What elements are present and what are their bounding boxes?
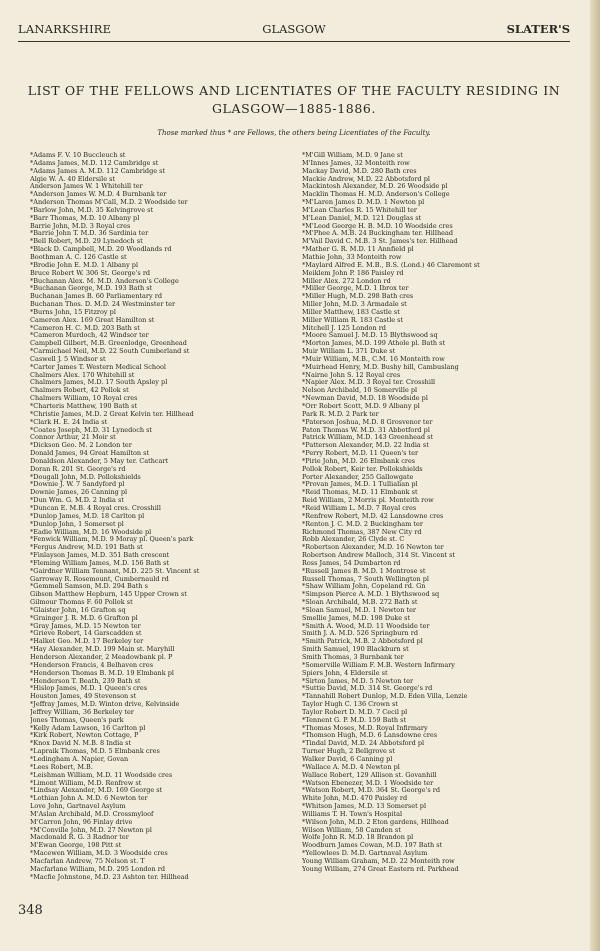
directory-entry: Spiers John, 4 Eldersile st — [302, 668, 388, 677]
directory-entry: *Gray James, M.D. 15 Newton ter — [30, 621, 141, 630]
header-publisher: SLATER'S — [506, 22, 570, 36]
directory-entry: *Ledingham A. Napier, Govan — [30, 754, 129, 763]
directory-entry: *Barlow John, M.D. 35 Kelvingrove st — [30, 205, 154, 214]
directory-entry: Wolfe John R. M.D. 18 Brandon pl — [302, 833, 414, 842]
directory-entry: *Muir William, M.B., C.M. 16 Monteith row — [302, 354, 445, 363]
directory-entry: Buchanan Thos. D. M.D. 24 Westminster ter — [30, 300, 176, 309]
directory-entry: Paton Thomas W. M.D. 31 Abbotford pl — [302, 425, 430, 434]
directory-entry: Nelson Archibald, 10 Somerville pl — [302, 386, 418, 395]
directory-entry: M'Carron John, 96 Finlay drive — [30, 817, 133, 826]
directory-entry: Smellie James, M.D. 198 Duke st — [302, 613, 411, 622]
directory-entry: Miller William R. 183 Castle st — [302, 315, 404, 324]
directory-entry: Downie James, 26 Canning pl — [30, 488, 128, 497]
directory-entry: *Miller George, M.D. 1 Ibrox ter — [302, 284, 409, 293]
directory-entry: Macfarlan Andrew, 75 Nelson st. T — [30, 856, 145, 865]
list-title-line2: GLASGOW—1885-1886. — [211, 101, 377, 116]
directory-entry: *Black D. Campbell, M.D. 20 Woodlands rd — [30, 245, 172, 254]
directory-entry: Macklin Thomas H. M.D. Anderson's College — [302, 190, 450, 199]
directory-entry: *Napier Alex. M.D. 3 Royal ter. Crosshill — [302, 378, 436, 387]
directory-entry: Robb Alexander, 26 Clyde st. C — [302, 535, 405, 544]
directory-entry: *Buchanan Alex. M. M.D. Anderson's College — [30, 276, 179, 285]
directory-entry: Mathie John, 33 Monteith row — [302, 252, 402, 261]
directory-entry: *Tennent G. P. M.D. 159 Bath st — [302, 715, 407, 724]
directory-entry: *Lapraik Thomas, M.D. 5 Elmbank cres — [30, 747, 160, 756]
directory-entry: Donald James, 94 Great Hamilton st — [30, 449, 150, 458]
directory-entry: *Cameron Murdoch, 42 Windsor ter — [30, 331, 149, 340]
directory-entry: *Watson Ebenezer, M.D. 1 Woodside ter — [302, 778, 434, 787]
directory-entry: *Henderson Thomas B. M.D. 19 Elmbank pl — [30, 668, 174, 677]
directory-entry: *Morton James, M.D. 199 Athole pl. Bath st — [302, 339, 446, 348]
directory-entry: *Smith A. Wood, M.D. 11 Woodside ter — [302, 621, 430, 630]
directory-entry: *Henderson T. Beath, 239 Bath st — [30, 676, 141, 685]
directory-entry: *Clark H. E. 24 India st — [30, 417, 108, 426]
page-number: 348 — [18, 903, 43, 918]
directory-entry: *Adams F. V. 10 Buccleuch st — [30, 152, 126, 159]
directory-entry: Bruce Robert W. 306 St. George's rd — [30, 268, 151, 277]
directory-entry: *Suttie David, M.D. 314 St. George's rd — [302, 684, 433, 693]
directory-entry: Campbell Gilbert, M.B. Greenlodge, Greenhead — [30, 339, 187, 348]
right-column — [302, 152, 576, 874]
directory-entry: *Adams James, M.D. 112 Cambridge st — [30, 158, 159, 167]
directory-entry: *Buchanan George, M.D. 193 Bath st — [30, 284, 153, 293]
directory-entry: *Kirk Robert, Newton Cottage, P — [30, 731, 139, 740]
fellows-note: Those marked thus * are Fellows, the others being Licentiates of the Faculty. — [157, 129, 431, 137]
directory-entry: Patrick William, M.D. 143 Greenhead st — [302, 433, 434, 442]
directory-entry: *Thomson Hugh, M.D. 6 Lansdowne cres — [302, 731, 438, 740]
directory-entry: Woodburn James Cowan, M.D. 197 Bath st — [302, 841, 443, 850]
directory-entry: Macdonald R. G. 3 Radnor ter — [30, 833, 129, 842]
directory-entry: *Moore Samuel J. M.D. 15 Blythswood sq — [302, 331, 438, 340]
directory-entry: *Watson Robert, M.D. 364 St. George's rd — [302, 786, 441, 795]
directory-entry: *Miller Hugh, M.D. 298 Bath cres — [302, 292, 414, 301]
directory-entry: Taylor Robert D. M.D. 7 Cecil pl — [302, 707, 408, 716]
directory-entry: Chalmers James, M.D. 17 South Apsley pl — [30, 378, 168, 387]
directory-entry: *M'Leod George H. B. M.D. 10 Woodside cres — [302, 221, 453, 230]
directory-entry: Mackay David, M.D. 280 Bath cres — [302, 166, 417, 175]
directory-entry: *Dougall John, M.D. Pollokshields — [30, 472, 141, 481]
directory-entry: *Somerville William F. M.B. Western Infirmary — [302, 660, 455, 669]
directory-entry: M'Aslan Archibald, M.D. Crossmyloof — [30, 809, 154, 818]
directory-entry: *M'Conville John, M.D. 27 Newton pl — [30, 825, 152, 834]
directory-entry: *Dun Wm. G. M.D. 2 India st — [30, 496, 124, 505]
header-town: GLASGOW — [262, 22, 326, 36]
directory-entry: Donaldson Alexander, 5 May ter. Cathcart — [30, 456, 169, 465]
directory-entry: *M'Laren James D. M.D. 1 Newton pl — [302, 198, 425, 207]
directory-entry: *Anderson Thomas M'Call, M.D. 2 Woodside ter — [30, 198, 188, 207]
directory-entry: *Carmichael Neil, M.D. 22 South Cumberland st — [30, 347, 190, 356]
directory-entry: *Dunlop John, 1 Somerset pl — [30, 519, 124, 528]
directory-entry: Barrie John, M.D. 3 Royal cres — [30, 221, 131, 230]
directory-entry: *Simpson Pierce A. M.D. 1 Blythswood sq — [302, 590, 440, 599]
directory-entry: *Orr Robert Scott, M.D. 9 Albany pl — [302, 402, 420, 410]
directory-entry: *Henderson Francis, 4 Belhaven cres — [30, 660, 154, 669]
directory-entry: *Thomas Moses, M.D. Royal Infirmary — [302, 723, 428, 732]
directory-entry: M'Ewan George, 198 Pitt st — [30, 841, 122, 850]
directory-entry: *Robertson Alexander, M.D. 16 Newton ter — [302, 543, 444, 552]
directory-entry: Muir William L. 371 Duke st — [302, 347, 396, 356]
directory-entry: Wallace Robert, 129 Allison st. Govanhill — [302, 770, 437, 779]
header-rule — [18, 41, 570, 42]
directory-entry: *Coates Joseph, M.D. 31 Lynedoch st — [30, 425, 153, 434]
directory-entry: *Dunlop James, M.D. 18 Carlton pl — [30, 511, 145, 520]
directory-entry: Meiklem John P. 186 Paisley rd — [302, 268, 404, 277]
directory-entry: Chalmers William, 10 Royal cres — [30, 394, 138, 403]
directory-entry: *Barr Thomas, M.D. 10 Albany pl — [30, 213, 140, 222]
directory-entry: *Christie James, M.D. 2 Great Kelvin ter. Hillhead — [30, 409, 194, 418]
directory-entry: *Bell Robert, M.D. 29 Lynedoch st — [30, 237, 143, 246]
directory-entry: White John, M.D. 470 Paisley rd — [302, 794, 408, 803]
directory-entry: M'Innes James, 32 Monteith row — [302, 158, 410, 167]
directory-entry: Reid William, 2 Morris pl. Monteith row — [302, 496, 434, 505]
directory-entry: *Whitson James, M.D. 13 Somerset pl — [302, 802, 427, 811]
directory-entry: *Sloan Archibald, M.B. 272 Bath st — [302, 598, 418, 607]
directory-entry: *Dickson Geo. M. 2 London ter — [30, 441, 132, 450]
directory-entry: Wilson William, 58 Camden st — [302, 825, 401, 834]
directory-entry: M'Vail David C. M.B. 3 St. James's ter. Hillhead — [302, 237, 458, 246]
directory-entry: Cameron Alex. 169 Great Hamilton st — [30, 315, 155, 324]
directory-entry: *Finlayson James, M.D. 351 Bath crescent — [30, 551, 170, 560]
directory-entry: *Glaister John, 16 Grafton sq — [30, 605, 126, 614]
directory-entry: *Wilson John, M.D. 2 Eton gardens, Hillhead — [302, 817, 449, 826]
directory-entry: *Charteris Matthew, 190 Bath st — [30, 402, 138, 410]
directory-entry: *Burns John, 15 Fitzroy pl — [30, 307, 116, 316]
directory-entry: *Sirton James, M.D. 5 Newton ter — [302, 676, 414, 685]
directory-entry: *Limont William, M.D. Renfrew st — [30, 778, 142, 787]
directory-entry: *Fenwick William, M.D. 9 Moray pl. Queen's park — [30, 535, 194, 544]
directory-entry: *Nairne John S. 12 Royal cres — [302, 370, 401, 379]
directory-entry: *Fergus Andrew, M.D. 191 Bath st — [30, 543, 143, 552]
directory-entry: Turner Hugh, 2 Bellgrove st — [302, 747, 395, 756]
directory-entry: Russell Thomas, 7 South Wellington pl — [302, 574, 429, 583]
directory-entry: Mackintosh Alexander, M.D. 26 Woodside pl — [302, 182, 448, 191]
directory-entry: *Adams James A. M.D. 112 Cambridge st — [30, 166, 166, 175]
running-header — [18, 22, 570, 40]
directory-entry: *Reid William L. M.D. 7 Royal cres — [302, 503, 417, 512]
directory-entry: *Gemmell Samson, M.D. 294 Bath s — [30, 582, 148, 591]
directory-entry: M'Lean Charles R. 15 Whitehill ter — [302, 205, 418, 214]
directory-entry: Williams T. H. Town's Hospital — [302, 809, 403, 818]
directory-entry: Love John, Gartnavel Asylum — [30, 802, 126, 811]
directory-entry: Algie W. A. 40 Eldersile st — [30, 174, 116, 183]
directory-entry: Robertson Andrew Malloch, 314 St. Vincent st — [302, 551, 456, 560]
directory-entry: *Downie J. W. 7 Sandyford pl — [30, 480, 125, 489]
directory-entry: Miller John, M.D. 3 Armadale st — [302, 300, 407, 309]
directory-entry: Smith Samuel, 190 Blackburn st — [302, 645, 409, 654]
directory-entry: Anderson James W. 1 Whitehill ter — [30, 182, 143, 191]
directory-entry: *Grieve Robert, 14 Garscadden st — [30, 629, 142, 638]
directory-entry: Chalmers Robert, 42 Pollok st — [30, 386, 129, 395]
directory-entry: Smith J. A. M.D. 526 Springburn rd — [302, 629, 419, 638]
directory-entry: *Newman David, M.D. 18 Woodside pl — [302, 394, 428, 403]
directory-entry: Houston James, 49 Stevenson st — [30, 692, 137, 701]
directory-entry: *Halket Geo. M.D. 17 Berkeley ter — [30, 637, 144, 646]
directory-entry: Smith Thomas, 3 Burnbank ter — [302, 653, 404, 661]
directory-entry: Chalmers Alex. 170 Whitehill st — [30, 370, 135, 379]
directory-entry: *Duncan E. M.B. 4 Royal cres. Crosshill — [30, 503, 161, 512]
directory-entry: *Maylard Alfred E. M.B., B.S. (Lond.) 46 Claremont st — [302, 260, 480, 269]
directory-entry: Miller Alex. 272 London rd — [302, 276, 391, 285]
directory-entry: *Brodie John E. M.D. 1 Albany pl — [30, 260, 139, 269]
directory-entry: Park R. M.D. 2 Park ter — [302, 409, 379, 418]
directory-entry: *Grainger J. R. M.D. 6 Grafton pl — [30, 613, 138, 622]
directory-entry: *Reid Thomas, M.D. 11 Elmbank st — [302, 488, 418, 497]
directory-entry: Pollok Robert, Keir ter. Pollokshields — [302, 464, 423, 473]
directory-entry: Walker David, 6 Canning pl — [302, 754, 393, 763]
directory-entry: *Shaw William John, Copeland rd. Gn — [302, 582, 426, 591]
directory-entry: Garroway R. Rosemount, Cumbernauld rd — [30, 574, 169, 583]
directory-entry: *Anderson James W. M.D. 4 Burnbank ter — [30, 190, 167, 199]
directory-entry: Ross James, 54 Dumbarton rd — [302, 558, 401, 567]
left-column — [30, 152, 294, 881]
directory-entry: *Sloan Samuel, M.D. 1 Newton ter — [302, 605, 417, 614]
directory-entry: *Perry Robert, M.D. 11 Queen's ter — [302, 449, 419, 458]
directory-entry: Young William Graham, M.D. 22 Monteith row — [302, 856, 455, 865]
list-title-line1: LIST OF THE FELLOWS AND LICENTIATES OF THE FACULTY RESIDING IN — [27, 83, 561, 98]
directory-entry: *Gairdner William Tennant, M.D. 225 St. Vincent st — [30, 566, 200, 575]
directory-entry: *Yellowlees D. M.D. Gartnaval Asylum — [302, 849, 428, 858]
directory-entry: Henderson Alexander, 2 Meadowbank pl. P — [30, 653, 173, 661]
directory-entry: M'Lean Daniel, M.D. 121 Douglas st — [302, 213, 422, 222]
directory-entry: *Renton J. C. M.D. 2 Buckingham ter — [302, 519, 423, 528]
directory-entry: *Paterson Joshua, M.D. 8 Grosvenor ter — [302, 417, 433, 426]
directory-entry: *Muirhead Henry, M.D. Bushy hill, Cambuslang — [302, 362, 459, 371]
directory-entry: Richmond Thomas, 387 New City rd — [302, 527, 422, 536]
directory-entry: *Kelly Adam Lawson, 16 Carlton pl — [30, 723, 146, 732]
header-county: LANARKSHIRE — [18, 22, 112, 36]
directory-entry: *Macewen William, M.D. 3 Woodside cres — [30, 849, 168, 858]
directory-entry: *Tannahill Robert Dunlop, M.D. Eden Villa, Lenzie — [302, 692, 468, 701]
directory-entry: *Lees Robert, M.B. — [30, 762, 93, 771]
directory-entry: *Provan James, M.D. 1 Tullialian pl — [302, 480, 418, 489]
directory-entry: Gilmour Thomas F. 60 Pollok st — [30, 598, 133, 607]
directory-entry: Gibson Matthew Hepburn, 145 Upper Crown st — [30, 590, 187, 599]
directory-entry: *Jeffray James, M.D. Winton drive, Kelvinside — [30, 700, 180, 709]
directory-entry: Mitchell J. 125 London rd — [302, 323, 386, 332]
directory-entry: Miller Matthew, 183 Castle st — [302, 307, 400, 316]
directory-entry: Connor Arthur, 21 Moir st — [30, 433, 116, 442]
directory-entry: *Leishman William, M.D. 11 Woodside cres — [30, 770, 173, 779]
directory-entry: *Wallace A. M.D. 4 Newton pl — [302, 762, 400, 771]
directory-entry: Mackie Andrew, M.D. 22 Abbotsford pl — [302, 174, 430, 183]
directory-entry: Caswell J. 5 Windsor st — [30, 354, 106, 363]
directory-entry: *Lothian John A. M.D. 6 Newton ter — [30, 794, 148, 803]
directory-entry: *Tindal David, M.D. 24 Abbotsford pl — [302, 739, 425, 748]
directory-entry: Jeffrey William, 36 Berkeley ter — [30, 707, 134, 716]
directory-entry: *M'Gill William, M.D. 9 Jane st — [302, 152, 403, 159]
directory-entry: *Eadie William, M.D. 16 Woodside pl — [30, 527, 152, 536]
directory-entry: *M'Phee A. M.B. 24 Buckingham ter. Hillhead — [302, 229, 454, 238]
directory-entry: Taylor Hugh C. 136 Crown st — [302, 700, 398, 709]
directory-entry: Boothman A. C. 126 Castle st — [30, 252, 127, 261]
directory-entry: Doran R. 201 St. George's rd — [30, 464, 126, 473]
directory-entry: *Russell James B. M.D. 1 Montrose st — [302, 566, 426, 575]
directory-entry: *Barrie John T. M.D. 36 Sardinia ter — [30, 229, 149, 238]
directory-entry: *Hay Alexander, M.D. 199 Main st. Maryhill — [30, 645, 175, 654]
directory-entry: *Mather G. R. M.D. 11 Annfield pl — [302, 245, 414, 254]
directory-entry: *Smith Patrick, M.B. 2 Abbotsford pl — [302, 637, 423, 646]
directory-entry: *Renfrew Robert, M.D. 42 Lansdowne cres — [302, 511, 444, 520]
directory-entry: *Carter James T. Western Medical School — [30, 362, 166, 371]
directory-entry: *Fleming William James, M.D. 156 Bath st — [30, 558, 170, 567]
directory-entry: *Hislop James, M.D. 1 Queen's cres — [30, 684, 148, 693]
directory-entry: Jones Thomas, Queen's park — [30, 715, 124, 724]
directory-entry: Macfarlane William, M.D. 295 London rd — [30, 864, 165, 873]
directory-entry: *Knox David N. M.B. 8 India st — [30, 739, 132, 748]
directory-entry: *Cameron H. C. M.D. 203 Bath st — [30, 323, 140, 332]
directory-entry: *Macfie Johnstone, M.D. 23 Ashton ter. Hillhead — [30, 872, 189, 881]
directory-entry: *Lindsay Alexander, M.D. 169 George st — [30, 786, 163, 795]
directory-entry: Buchanan James B. 60 Parliamentary rd — [30, 292, 163, 301]
directory-entry: *Patterson Alexander, M.D. 22 India st — [302, 441, 429, 450]
directory-entry: Porter Alexander, 255 Gallowgate — [302, 472, 414, 481]
directory-entry: Young William, 274 Great Eastern rd. Parkhead — [302, 864, 459, 873]
directory-entry: *Pirie John, M.D. 26 Elmbank cres — [302, 456, 416, 465]
page-edge — [590, 0, 600, 951]
